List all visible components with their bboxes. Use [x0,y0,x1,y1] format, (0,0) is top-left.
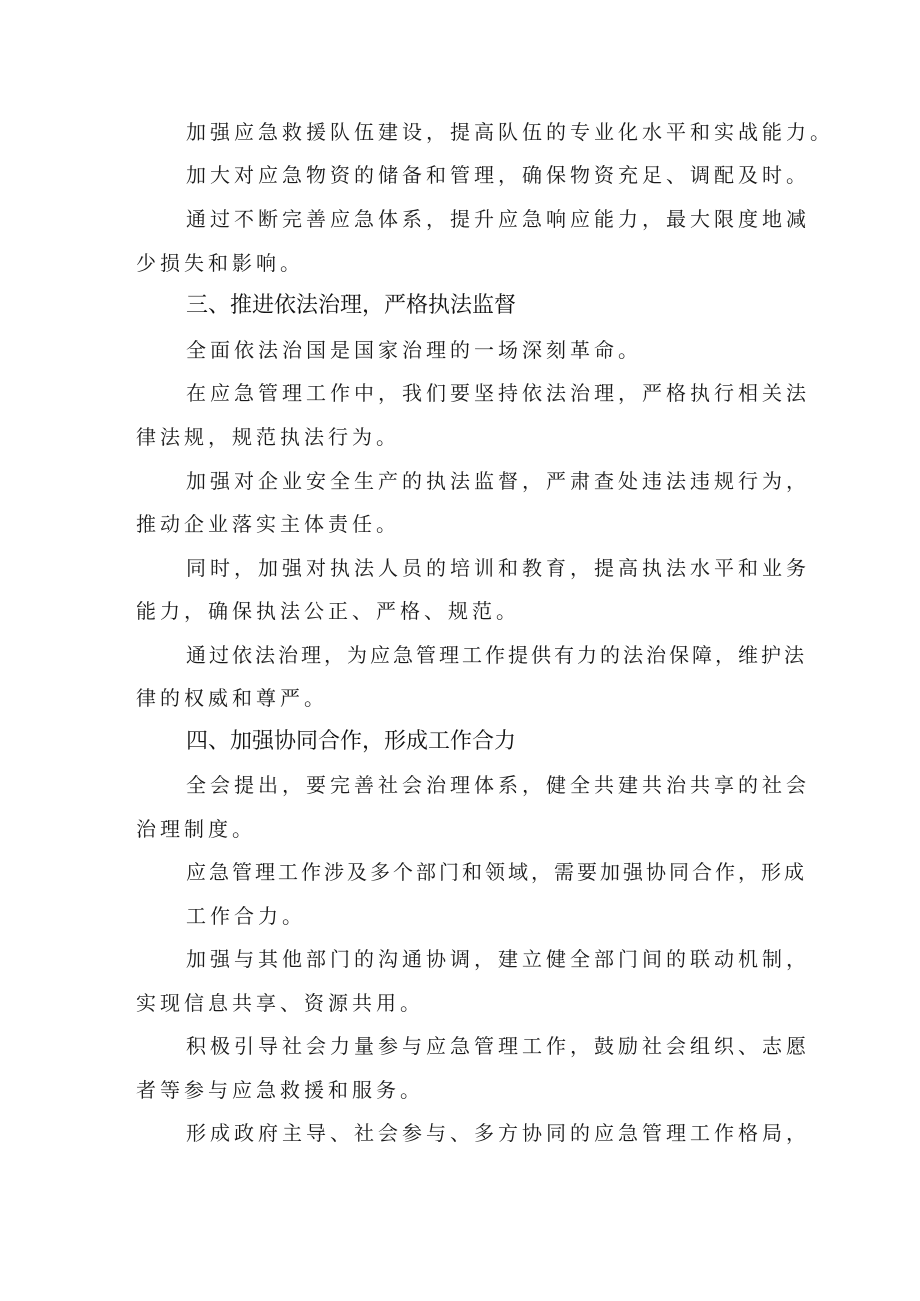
paragraph-line: 加强应急救援队伍建设，提高队伍的专业化水平和实战能力。 [186,120,834,144]
paragraph-line: 律法规，规范执法行为。 [136,425,400,449]
paragraph-line: 少损失和影响。 [136,251,304,275]
paragraph-line: 应急管理工作涉及多个部门和领域，需要加强协同合作，形成 [186,860,807,884]
paragraph-line: 通过不断完善应急体系，提升应急响应能力，最大限度地减 [186,207,810,231]
paragraph-line: 能力，确保执法公正、严格、规范。 [136,599,520,623]
paragraph-line: 通过依法治理，为应急管理工作提供有力的法治保障，维护法 [186,643,807,667]
paragraph-line: 同时，加强对执法人员的培训和教育，提高执法水平和业务 [186,556,810,580]
paragraph-line: 实现信息共享、资源共用。 [136,991,424,1015]
paragraph-line: 形成政府主导、社会参与、多方协同的应急管理工作格局， [186,1121,810,1145]
paragraph-line: 加强对企业安全生产的执法监督，严肃查处违法违规行为， [186,469,810,493]
paragraph-line: 积极引导社会力量参与应急管理工作，鼓励社会组织、志愿 [186,1034,810,1058]
paragraph-line: 律的权威和尊严。 [136,686,328,710]
paragraph-line: 推动企业落实主体责任。 [136,512,400,536]
paragraph-line: 全会提出，要完善社会治理体系，健全共建共治共享的社会 [186,773,810,797]
paragraph-line: 全面依法治国是国家治理的一场深刻革命。 [186,338,642,362]
section-heading-3: 三、推进依法治理，严格执法监督 [186,293,517,318]
paragraph-line: 在应急管理工作中，我们要坚持依法治理，严格执行相关法 [186,381,810,405]
paragraph-line: 工作合力。 [186,904,306,928]
paragraph-line: 者等参与应急救援和服务。 [136,1078,424,1102]
paragraph-line: 加大对应急物资的储备和管理，确保物资充足、调配及时。 [186,163,810,187]
paragraph-line: 加强与其他部门的沟通协调，建立健全部门间的联动机制， [186,947,810,971]
section-heading-4: 四、加强协同合作，形成工作合力 [186,729,517,754]
paragraph-line: 治理制度。 [136,817,256,841]
